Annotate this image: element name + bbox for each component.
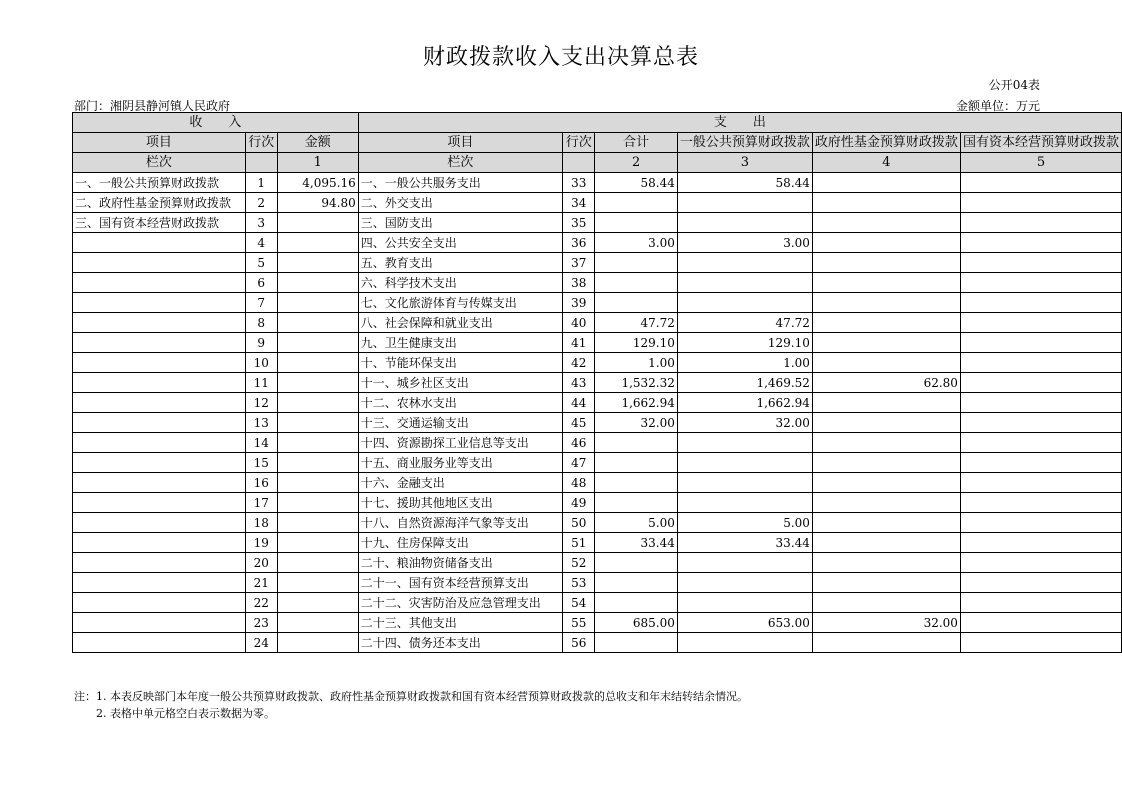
state-capital-amount [960,453,1121,473]
total-amount [595,473,678,493]
table-row [73,633,1122,653]
income-amount [277,513,358,533]
income-row-no: 19 [245,533,277,553]
table-row [73,333,1122,353]
expense-row-no: 41 [563,333,595,353]
income-amount: 4,095.16 [277,173,358,193]
total-amount: 685.00 [595,613,678,633]
general-budget-amount: 58.44 [677,173,812,193]
income-row-no: 15 [245,453,277,473]
expense-row-no: 45 [563,413,595,433]
income-item [73,493,246,513]
income-row-no: 4 [245,233,277,253]
state-capital-amount [960,193,1121,213]
header-row-3 [73,153,1122,173]
total-amount: 58.44 [595,173,678,193]
income-item [73,593,246,613]
col-label-income: 栏次 [73,153,246,173]
income-amount [277,353,358,373]
general-budget-amount: 5.00 [677,513,812,533]
income-row-no: 1 [245,173,277,193]
table-row [73,373,1122,393]
total-amount [595,453,678,473]
income-rowno-header: 行次 [245,133,277,153]
income-item [73,393,246,413]
expense-item: 二十二、灾害防治及应急管理支出 [358,593,562,613]
expense-row-no: 56 [563,633,595,653]
income-row-no: 6 [245,273,277,293]
income-item: 三、国有资本经营财政拨款 [73,213,246,233]
income-item [73,413,246,433]
col-label-expense: 栏次 [358,153,562,173]
gov-fund-amount [812,333,960,353]
expense-row-no: 36 [563,233,595,253]
table-row [73,513,1122,533]
table-row [73,433,1122,453]
income-item [73,513,246,533]
total-amount [595,193,678,213]
gov-fund-amount [812,473,960,493]
total-amount [595,213,678,233]
expense-row-no: 47 [563,453,595,473]
expense-item: 十、节能环保支出 [358,353,562,373]
state-capital-amount [960,593,1121,613]
form-number: 公开04表 [988,78,1040,92]
income-amount: 94.80 [277,193,358,213]
state-capital-amount [960,413,1121,433]
general-budget-amount [677,193,812,213]
income-item [73,573,246,593]
general-budget-amount [677,573,812,593]
expense-row-no: 49 [563,493,595,513]
col-number-2: 2 [595,153,678,173]
col-blank-2 [563,153,595,173]
general-budget-amount: 129.10 [677,333,812,353]
table-row [73,573,1122,593]
total-amount [595,593,678,613]
gov-fund-amount [812,453,960,473]
col-number-1: 1 [277,153,358,173]
income-row-no: 8 [245,313,277,333]
expense-row-no: 39 [563,293,595,313]
general-budget-amount [677,453,812,473]
total-amount: 1,662.94 [595,393,678,413]
general-budget-amount [677,213,812,233]
income-row-no: 17 [245,493,277,513]
general-budget-amount: 1,662.94 [677,393,812,413]
income-amount-header: 金额 [277,133,358,153]
state-capital-amount [960,493,1121,513]
expense-item: 二十四、债务还本支出 [358,633,562,653]
state-capital-amount [960,533,1121,553]
income-row-no: 10 [245,353,277,373]
expense-row-no: 51 [563,533,595,553]
gov-fund-amount [812,633,960,653]
expense-item: 十八、自然资源海洋气象等支出 [358,513,562,533]
total-amount: 1,532.32 [595,373,678,393]
expense-item: 二十一、国有资本经营预算支出 [358,573,562,593]
expense-item: 二十三、其他支出 [358,613,562,633]
income-amount [277,493,358,513]
general-budget-amount: 47.72 [677,313,812,333]
expense-item: 一、一般公共服务支出 [358,173,562,193]
income-header: 收 入 [73,113,359,133]
income-item [73,353,246,373]
gov-fund-amount [812,513,960,533]
income-amount [277,553,358,573]
col-number-4: 4 [812,153,960,173]
general-budget-amount [677,593,812,613]
expense-row-no: 50 [563,513,595,533]
state-capital-amount [960,633,1121,653]
table-row [73,253,1122,273]
gov-fund-amount [812,353,960,373]
expense-item: 十五、商业服务业等支出 [358,453,562,473]
general-budget-amount: 1.00 [677,353,812,373]
general-budget-amount [677,633,812,653]
expense-row-no: 46 [563,433,595,453]
table-row [73,533,1122,553]
total-header: 合计 [595,133,678,153]
expense-item: 八、社会保障和就业支出 [358,313,562,333]
department-label: 部门：湘阴县静河镇人民政府 [74,99,231,113]
state-capital-amount [960,433,1121,453]
expense-item: 十九、住房保障支出 [358,533,562,553]
state-capital-header: 国有资本经营预算财政拨款 [960,133,1121,153]
footnotes [74,688,748,722]
state-capital-amount [960,293,1121,313]
expense-row-no: 44 [563,393,595,413]
gov-fund-amount: 32.00 [812,613,960,633]
total-amount: 5.00 [595,513,678,533]
income-item-header: 项目 [73,133,246,153]
gov-fund-amount [812,533,960,553]
expense-item: 九、卫生健康支出 [358,333,562,353]
state-capital-amount [960,553,1121,573]
gov-fund-amount [812,193,960,213]
income-amount [277,433,358,453]
income-item [73,453,246,473]
income-row-no: 11 [245,373,277,393]
expense-row-no: 33 [563,173,595,193]
income-amount [277,573,358,593]
income-item [73,333,246,353]
income-row-no: 9 [245,333,277,353]
income-amount [277,613,358,633]
table-row [73,393,1122,413]
income-amount [277,233,358,253]
gov-fund-amount: 62.80 [812,373,960,393]
gov-fund-header: 政府性基金预算财政拨款 [812,133,960,153]
budget-table [72,112,1122,653]
income-item [73,473,246,493]
income-item [73,613,246,633]
note-1: 注：1. 本表反映部门本年度一般公共预算财政拨款、政府性基金预算财政拨款和国有资本经营预算财政拨款的总收支和年末结转结余情况。 [74,690,748,703]
state-capital-amount [960,513,1121,533]
total-amount [595,273,678,293]
income-row-no: 14 [245,433,277,453]
income-row-no: 16 [245,473,277,493]
expense-row-no: 54 [563,593,595,613]
total-amount [595,493,678,513]
expense-header: 支 出 [358,113,1121,133]
expense-rowno-header: 行次 [563,133,595,153]
income-item [73,553,246,573]
gov-fund-amount [812,553,960,573]
table-row [73,593,1122,613]
total-amount [595,293,678,313]
general-budget-amount [677,553,812,573]
gov-fund-amount [812,213,960,233]
state-capital-amount [960,233,1121,253]
table-row [73,173,1122,193]
gov-fund-amount [812,393,960,413]
col-number-3: 3 [677,153,812,173]
page-title: 财政拨款收入支出决算总表 [422,45,699,70]
general-budget-amount: 1,469.52 [677,373,812,393]
total-amount: 3.00 [595,233,678,253]
income-item [73,373,246,393]
table-row [73,493,1122,513]
table-row [73,233,1122,253]
table-row [73,273,1122,293]
gov-fund-amount [812,173,960,193]
state-capital-amount [960,173,1121,193]
gov-fund-amount [812,433,960,453]
general-budget-amount [677,293,812,313]
gov-fund-amount [812,493,960,513]
general-budget-amount [677,473,812,493]
expense-row-no: 40 [563,313,595,333]
total-amount: 47.72 [595,313,678,333]
expense-item: 十六、金融支出 [358,473,562,493]
note-2: 2. 表格中单元格空白表示数据为零。 [96,707,275,720]
general-budget-amount [677,493,812,513]
income-amount [277,473,358,493]
gov-fund-amount [812,253,960,273]
gov-fund-amount [812,313,960,333]
expense-row-no: 42 [563,353,595,373]
expense-item: 十七、援助其他地区支出 [358,493,562,513]
total-amount [595,433,678,453]
expense-row-no: 48 [563,473,595,493]
gov-fund-amount [812,233,960,253]
expense-item: 十四、资源勘探工业信息等支出 [358,433,562,453]
table-row [73,473,1122,493]
state-capital-amount [960,573,1121,593]
income-item [73,313,246,333]
expense-item-header: 项目 [358,133,562,153]
expense-row-no: 53 [563,573,595,593]
income-amount [277,273,358,293]
gov-fund-amount [812,293,960,313]
general-budget-amount: 653.00 [677,613,812,633]
state-capital-amount [960,393,1121,413]
expense-item: 二十、粮油物资储备支出 [358,553,562,573]
expense-item: 十一、城乡社区支出 [358,373,562,393]
income-item [73,633,246,653]
total-amount [595,553,678,573]
income-item [73,253,246,273]
total-amount: 33.44 [595,533,678,553]
income-amount [277,453,358,473]
income-item [73,293,246,313]
income-amount [277,633,358,653]
table-row [73,613,1122,633]
table-row [73,213,1122,233]
expense-row-no: 37 [563,253,595,273]
expense-item: 六、科学技术支出 [358,273,562,293]
income-row-no: 3 [245,213,277,233]
total-amount [595,573,678,593]
income-row-no: 2 [245,193,277,213]
col-number-5: 5 [960,153,1121,173]
expense-row-no: 34 [563,193,595,213]
total-amount [595,253,678,273]
unit-label: 金额单位：万元 [955,99,1040,113]
general-budget-amount: 3.00 [677,233,812,253]
gov-fund-amount [812,273,960,293]
income-row-no: 18 [245,513,277,533]
income-amount [277,313,358,333]
state-capital-amount [960,313,1121,333]
income-amount [277,253,358,273]
total-amount [595,633,678,653]
expense-item: 二、外交支出 [358,193,562,213]
gov-fund-amount [812,593,960,613]
table-row [73,353,1122,373]
state-capital-amount [960,213,1121,233]
income-item [73,533,246,553]
income-row-no: 22 [245,593,277,613]
income-row-no: 24 [245,633,277,653]
income-row-no: 21 [245,573,277,593]
state-capital-amount [960,333,1121,353]
expense-row-no: 55 [563,613,595,633]
income-row-no: 13 [245,413,277,433]
income-row-no: 23 [245,613,277,633]
gov-fund-amount [812,413,960,433]
expense-row-no: 35 [563,213,595,233]
income-row-no: 20 [245,553,277,573]
expense-item: 十二、农林水支出 [358,393,562,413]
income-amount [277,373,358,393]
income-row-no: 5 [245,253,277,273]
general-budget-amount: 33.44 [677,533,812,553]
expense-item: 五、教育支出 [358,253,562,273]
general-budget-header: 一般公共预算财政拨款 [677,133,812,153]
state-capital-amount [960,613,1121,633]
expense-row-no: 52 [563,553,595,573]
total-amount: 32.00 [595,413,678,433]
income-row-no: 7 [245,293,277,313]
income-item: 一、一般公共预算财政拨款 [73,173,246,193]
table-row [73,453,1122,473]
income-amount [277,333,358,353]
state-capital-amount [960,373,1121,393]
general-budget-amount [677,253,812,273]
income-item: 二、政府性基金预算财政拨款 [73,193,246,213]
table-row [73,293,1122,313]
total-amount: 1.00 [595,353,678,373]
income-amount [277,393,358,413]
table-row [73,553,1122,573]
expense-row-no: 43 [563,373,595,393]
state-capital-amount [960,353,1121,373]
table-row [73,193,1122,213]
income-amount [277,413,358,433]
expense-item: 三、国防支出 [358,213,562,233]
income-item [73,233,246,253]
general-budget-amount [677,273,812,293]
total-amount: 129.10 [595,333,678,353]
income-row-no: 12 [245,393,277,413]
expense-item: 四、公共安全支出 [358,233,562,253]
income-amount [277,293,358,313]
income-item [73,273,246,293]
income-amount [277,533,358,553]
gov-fund-amount [812,573,960,593]
table-row [73,313,1122,333]
expense-row-no: 38 [563,273,595,293]
table-row [73,413,1122,433]
header-row-2 [73,133,1122,153]
state-capital-amount [960,253,1121,273]
expense-item: 十三、交通运输支出 [358,413,562,433]
col-blank-1 [245,153,277,173]
state-capital-amount [960,473,1121,493]
expense-item: 七、文化旅游体育与传媒支出 [358,293,562,313]
income-amount [277,213,358,233]
state-capital-amount [960,273,1121,293]
general-budget-amount [677,433,812,453]
income-item [73,433,246,453]
income-amount [277,593,358,613]
header-row-1 [73,113,1122,133]
general-budget-amount: 32.00 [677,413,812,433]
